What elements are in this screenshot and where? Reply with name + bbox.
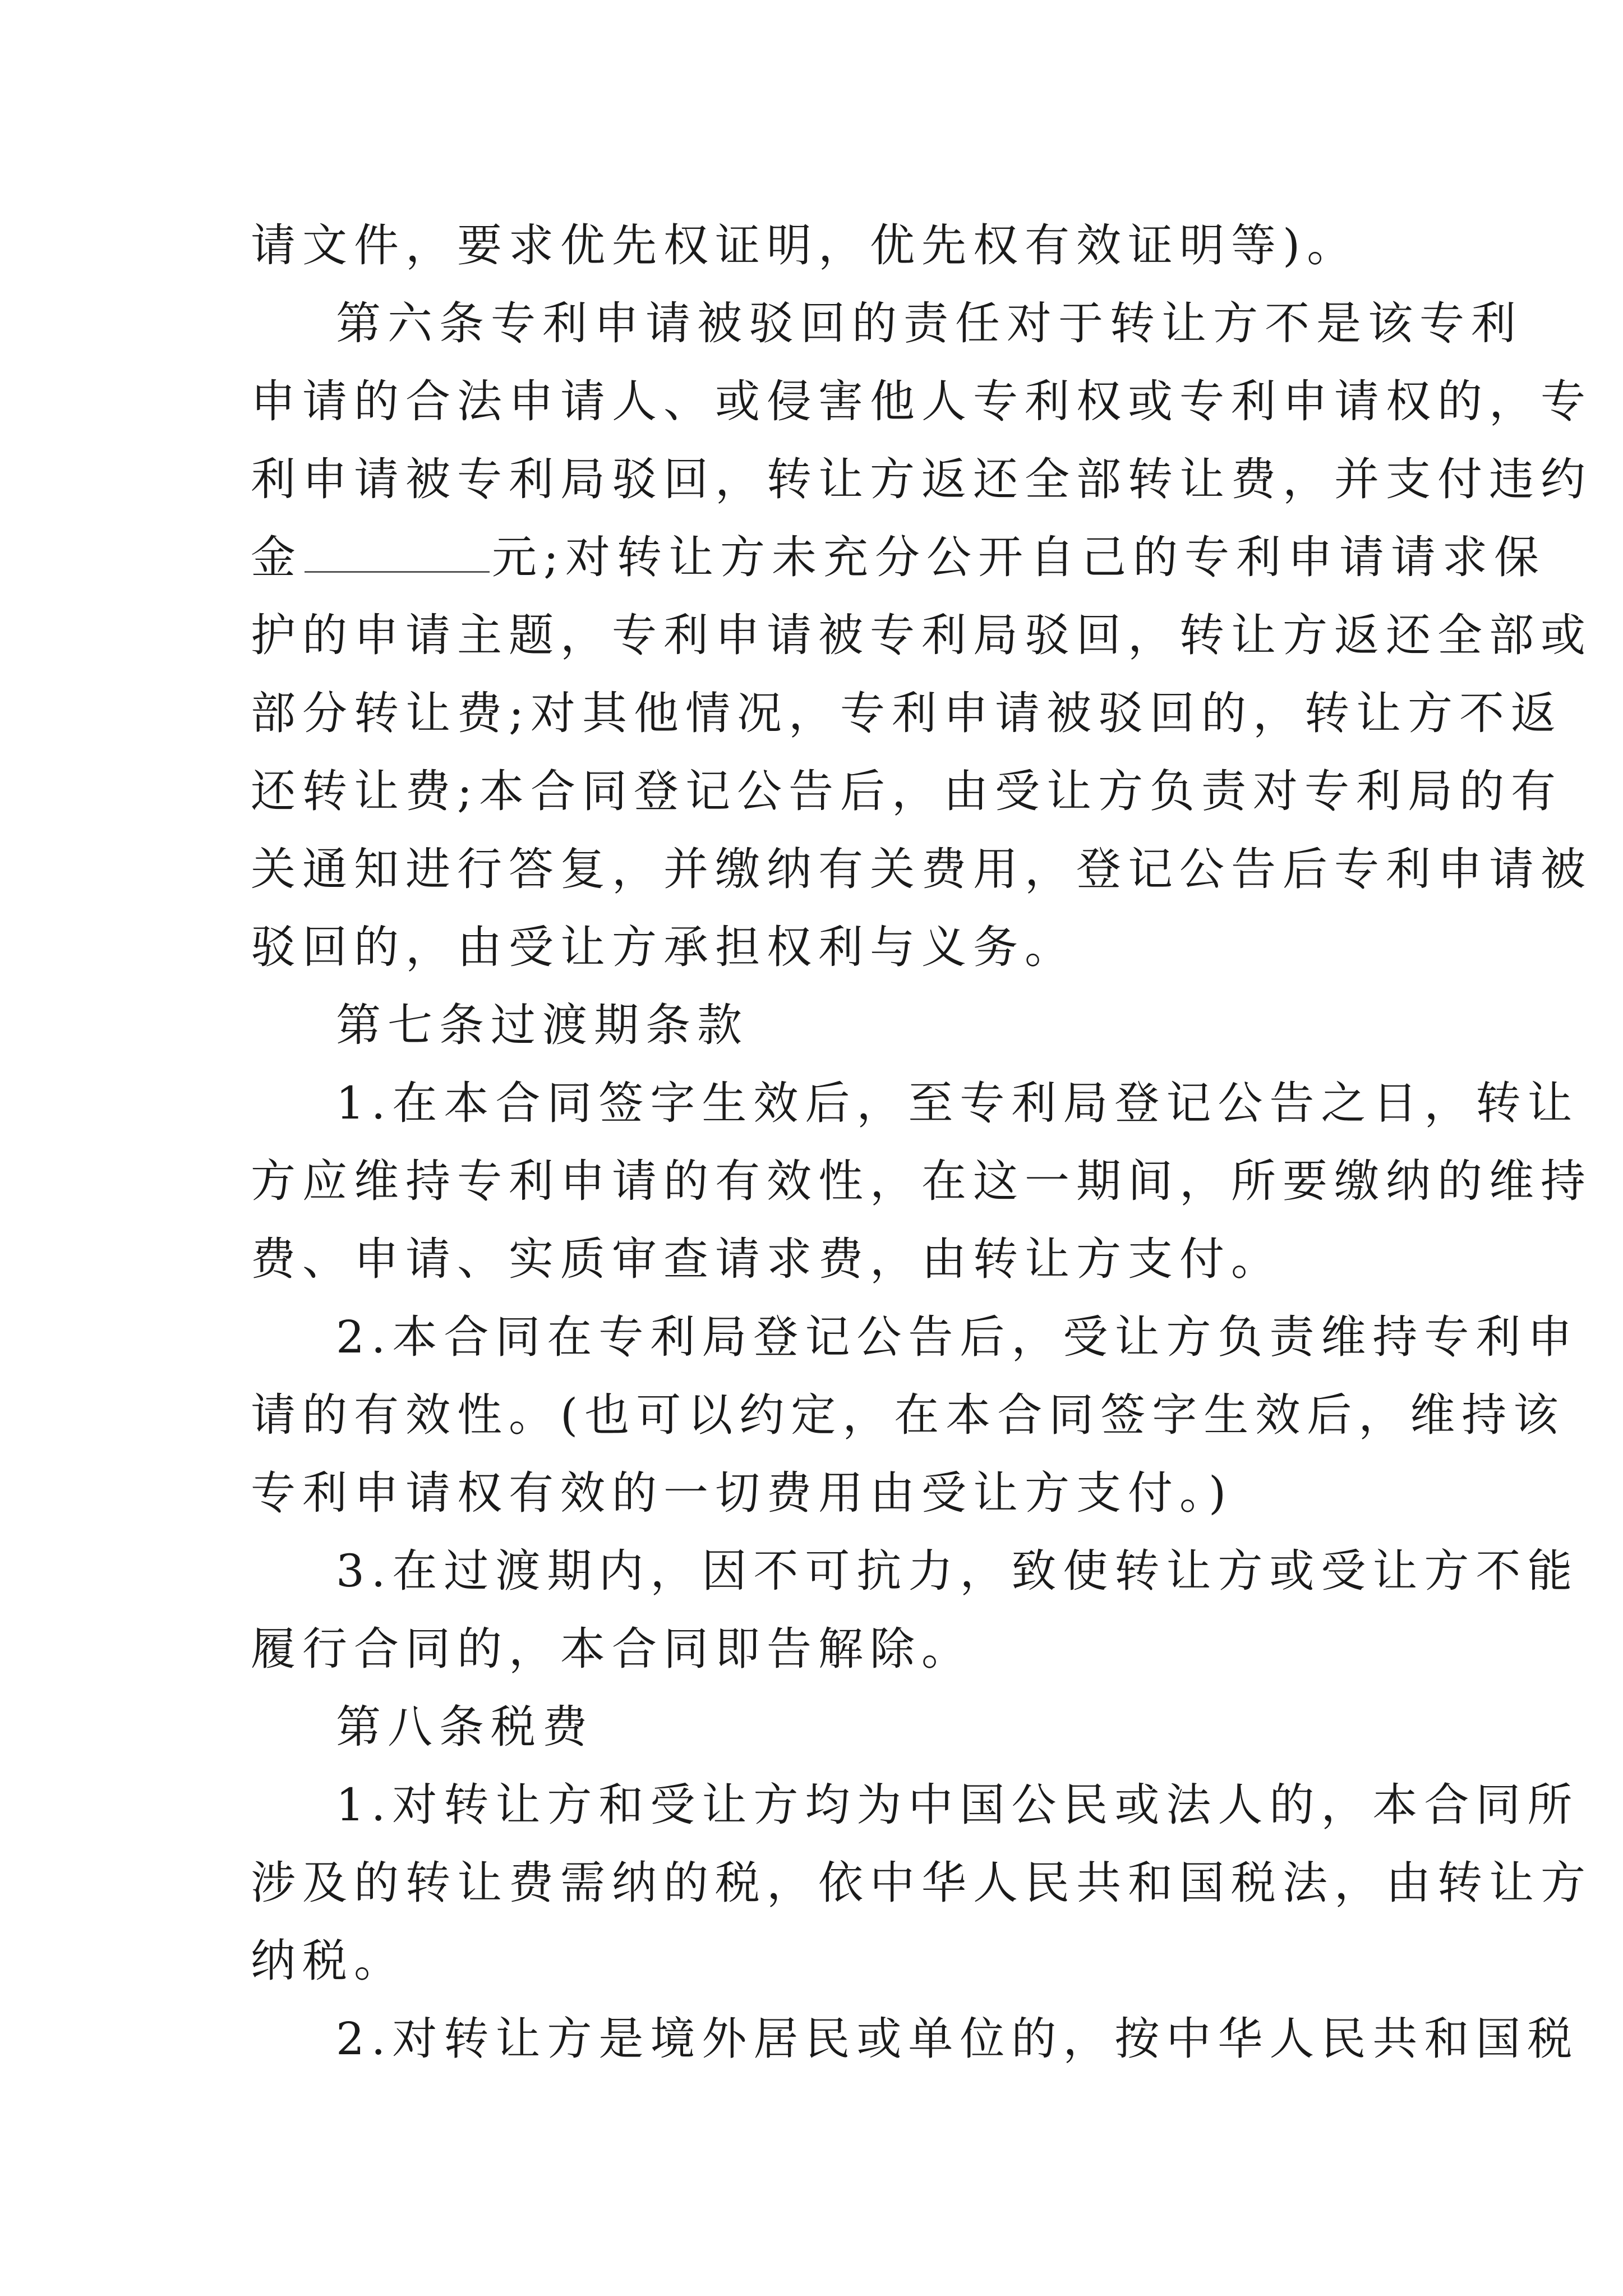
penalty-amount-line [251, 518, 1546, 596]
text-line: 部分转让费;对其他情况，专利申请被驳回的，转让方不返 [251, 687, 1562, 739]
text-line: 履行合同的，本合同即告解除。 [251, 1623, 973, 1675]
text-line: 利申请被专利局驳回，转让方返还全部转让费，并支付违约 [251, 453, 1592, 505]
text-line: 纳税。 [251, 1935, 405, 1987]
document-body [251, 206, 1592, 2078]
fill-in-blank [305, 571, 490, 573]
article-6-heading-line: 第六条专利申请被驳回的责任对于转让方不是该专利 [336, 297, 1523, 349]
text-line: 关通知进行答复，并缴纳有关费用，登记公告后专利申请被 [251, 843, 1592, 895]
text-line: 涉及的转让费需纳的税，依中华人民共和国税法，由转让方 [251, 1857, 1592, 1909]
clause-7-2-line: 2.本合同在专利局登记公告后，受让方负责维持专利申 [336, 1311, 1579, 1363]
article-7-heading: 第七条过渡期条款 [336, 999, 749, 1051]
text-line: 驳回的，由受让方承担权利与义务。 [251, 921, 1076, 973]
article-8-heading: 第八条税费 [336, 1701, 594, 1753]
text-line: 请文件，要求优先权证明，优先权有效证明等)。 [251, 219, 1359, 272]
text-line: 申请的合法申请人、或侵害他人专利权或专利申请权的，专 [251, 375, 1592, 427]
text-line: 请的有效性。(也可以约定，在本合同签字生效后，维持该 [251, 1389, 1565, 1441]
clause-8-2-line: 2.对转让方是境外居民或单位的，按中华人民共和国税 [336, 2013, 1579, 2065]
text-fragment: 元;对转让方未充分公开自己的专利申请请求保 [492, 531, 1546, 583]
text-line: 专利申请权有效的一切费用由受让方支付。) [251, 1467, 1233, 1519]
text-line: 方应维持专利申请的有效性，在这一期间，所要缴纳的维持 [251, 1155, 1592, 1207]
text-line: 还转让费;本合同登记公告后，由受让方负责对专利局的有 [251, 765, 1562, 817]
text-fragment: 金 [251, 531, 302, 583]
clause-8-1-line: 1.对转让方和受让方均为中国公民或法人的，本合同所 [336, 1779, 1579, 1831]
text-line: 护的申请主题，专利申请被专利局驳回，转让方返还全部或 [251, 609, 1592, 661]
clause-7-3-line: 3.在过渡期内，因不可抗力，致使转让方或受让方不能 [336, 1545, 1579, 1597]
text-line: 费、申请、实质审查请求费，由转让方支付。 [251, 1233, 1283, 1285]
clause-7-1-line: 1.在本合同签字生效后，至专利局登记公告之日，转让 [336, 1077, 1579, 1129]
